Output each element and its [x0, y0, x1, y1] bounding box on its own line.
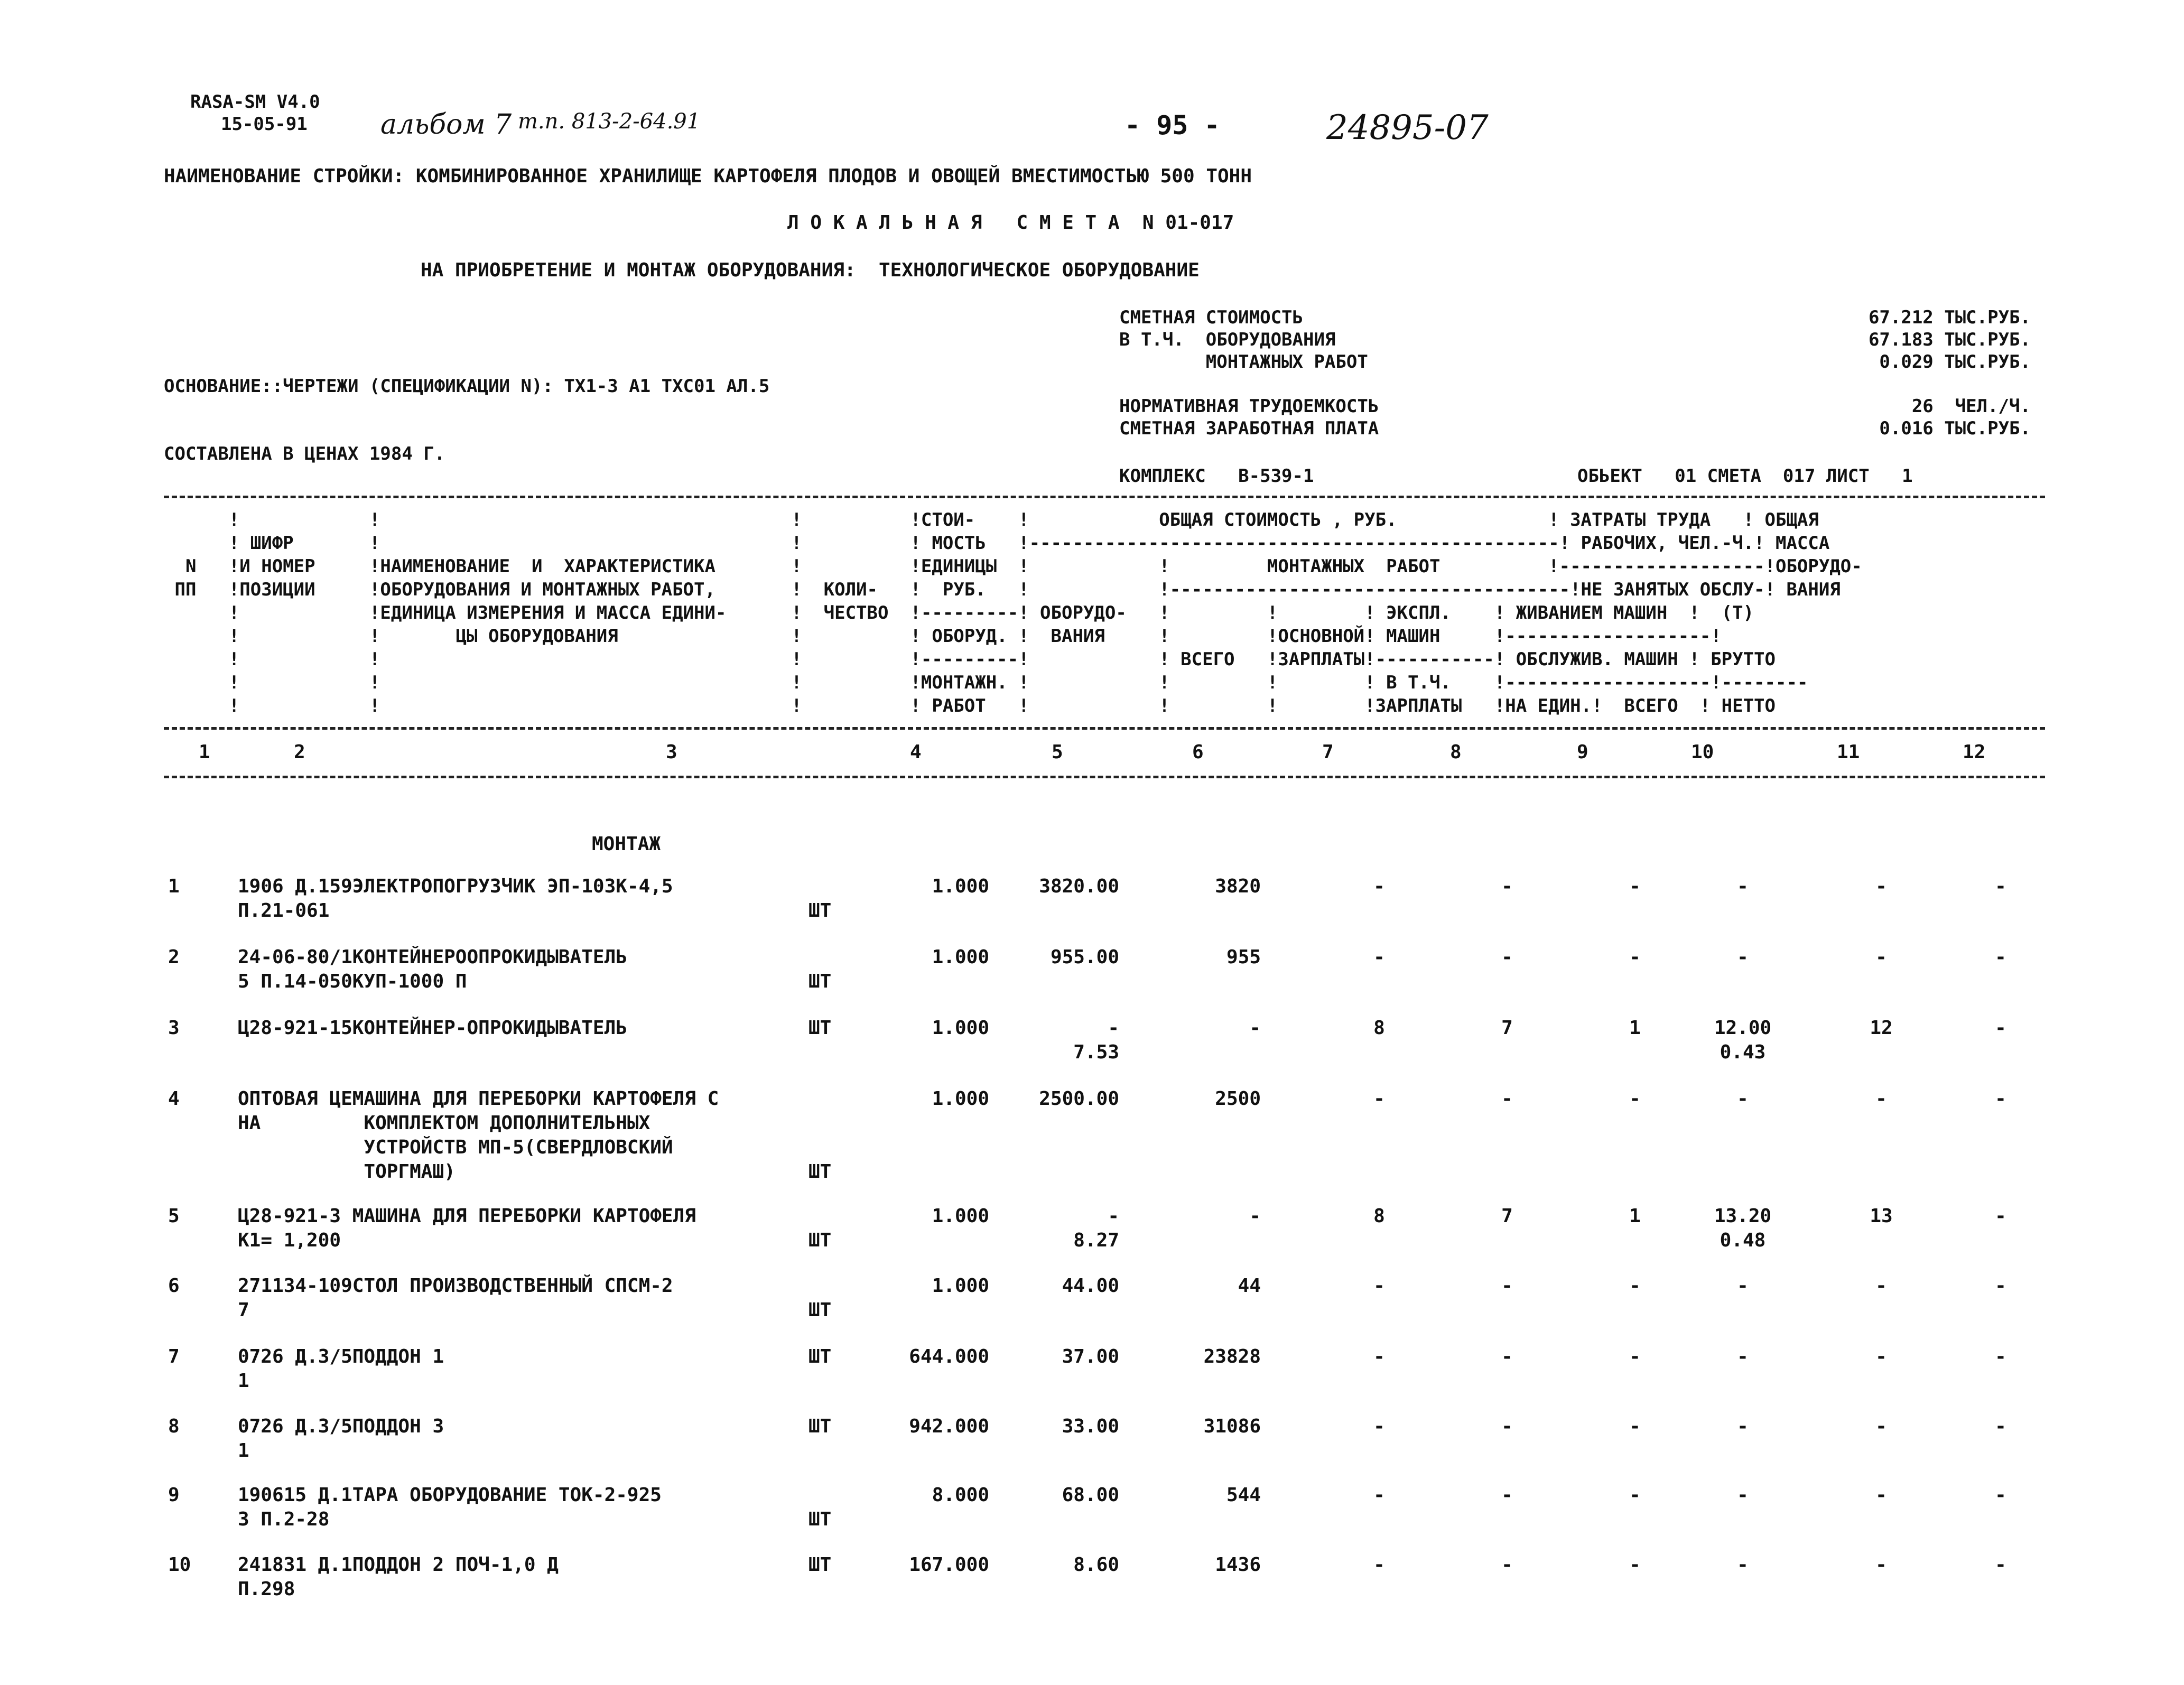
row-base-wages: 7: [1501, 1017, 1513, 1039]
row-equipment-cost: -: [1249, 1017, 1261, 1039]
row-installation-total: 8: [1373, 1205, 1385, 1227]
column-number: 2: [294, 741, 305, 763]
row-quantity: 942.000: [909, 1416, 989, 1437]
row-mass: -: [1995, 876, 2006, 897]
row-unit-price: 44.00: [1062, 1275, 1119, 1297]
row-labor-per-unit: -: [1737, 1554, 1749, 1576]
row-number: 5: [168, 1205, 180, 1227]
album-label: альбом 7: [380, 109, 512, 141]
table-header: [164, 508, 2045, 725]
row-name: 24-06-80/1КОНТЕЙНЕРООПРОКИДЫВАТЕЛЬ: [238, 946, 627, 968]
row-unit-price: 2500.00: [1039, 1088, 1119, 1110]
estimate-title: Л О К А Л Ь Н А Я С М Е Т А N 01-017: [787, 212, 1234, 234]
row-base-wages: -: [1501, 1346, 1513, 1367]
summary-value-labor: 26 ЧЕЛ./Ч.: [1911, 396, 2031, 417]
summary-value-cost: 67.212 ТЫС.РУБ.: [1868, 307, 2031, 328]
row-unit: ШТ: [808, 900, 832, 921]
project-title: НАИМЕНОВАНИЕ СТРОЙКИ: КОМБИНИРОВАННОЕ ХРАНИЛИЩЕ КАРТОФЕЛЯ ПЛОДОВ И ОВОЩЕЙ ВМЕСТИМОСТЬЮ 500 ТОНН: [164, 165, 1252, 187]
column-number: 3: [666, 741, 677, 763]
column-number: 12: [1963, 741, 1986, 763]
row-number: 9: [168, 1484, 180, 1506]
basis-line: ОСНОВАНИЕ::ЧЕРТЕЖИ (СПЕЦИФИКАЦИИ N): ТХ1-3 А1 ТХС01 АЛ.5: [164, 376, 770, 397]
row-number: 7: [168, 1346, 180, 1367]
row-name: 1906 Д.159ЭЛЕКТРОПОГРУЗЧИК ЭП-103К-4,5: [238, 876, 673, 897]
table-header-bottom-rule: [164, 727, 2045, 730]
row-number: 6: [168, 1275, 180, 1297]
row-mass: -: [1995, 1205, 2006, 1227]
column-number: 4: [910, 741, 922, 763]
row-equipment-cost: 544: [1226, 1484, 1261, 1506]
row-unit-price: 8.60: [1073, 1554, 1119, 1576]
row-installation-total: -: [1373, 1554, 1385, 1576]
row-unit-price: 3820.00: [1039, 876, 1119, 897]
row-mass: -: [1995, 1484, 2006, 1506]
table-header-line: ! ! ! !МОНТАЖН. ! ! ! ! В Т.Ч. !-------------------!--------: [164, 672, 1808, 693]
column-number: 10: [1691, 741, 1714, 763]
row-machine-operation: -: [1629, 1416, 1641, 1437]
row-labor-total: -: [1875, 1088, 1887, 1110]
table-header-line: ПП !ПОЗИЦИИ !ОБОРУДОВАНИЯ И МОНТАЖНЫХ РАБОТ, ! КОЛИ- ! РУБ. ! !-------------------------------------!НЕ ЗАНЯТЫХ ОБСЛУ-! ВАНИЯ: [164, 579, 1841, 600]
row-mass: -: [1995, 1017, 2006, 1039]
row-name-continued: К1= 1,200: [238, 1230, 341, 1251]
table-header-line: ! ! ЦЫ ОБОРУДОВАНИЯ ! ! ОБОРУД. ! ВАНИЯ ! !ОСНОВНОЙ! МАШИН !-------------------!: [164, 626, 1722, 647]
row-base-wages: -: [1501, 1088, 1513, 1110]
row-labor-machine-per-unit: 0.43: [1720, 1041, 1766, 1063]
row-machine-operation: -: [1629, 1484, 1641, 1506]
section-title: МОНТАЖ: [592, 833, 661, 855]
row-name: 271134-109СТОЛ ПРОИЗВОДСТВЕННЫЙ СПСМ-2: [238, 1275, 673, 1297]
row-machine-operation: -: [1629, 1275, 1641, 1297]
summary-value-installation: 0.029 ТЫС.РУБ.: [1879, 351, 2031, 373]
row-labor-per-unit: -: [1737, 876, 1749, 897]
row-unit: ШТ: [808, 1509, 832, 1530]
row-base-wages: 7: [1501, 1205, 1513, 1227]
row-unit-price: -: [1108, 1017, 1119, 1039]
row-number: 2: [168, 946, 180, 968]
row-base-wages: -: [1501, 1554, 1513, 1576]
summary-complex: КОМПЛЕКС В-539-1: [1119, 466, 1314, 487]
row-unit: ШТ: [808, 1346, 832, 1367]
row-unit-price-installation: 7.53: [1073, 1041, 1119, 1063]
row-mass: -: [1995, 1416, 2006, 1437]
row-unit: ШТ: [808, 1161, 832, 1183]
row-equipment-cost: 1436: [1215, 1554, 1261, 1576]
row-name-continued: П.21-061: [238, 900, 330, 921]
row-quantity: 1.000: [932, 1275, 989, 1297]
row-labor-per-unit: -: [1737, 1346, 1749, 1367]
row-equipment-cost: 955: [1226, 946, 1261, 968]
row-labor-total: -: [1875, 1416, 1887, 1437]
row-quantity: 1.000: [932, 1205, 989, 1227]
row-labor-total: -: [1875, 946, 1887, 968]
row-base-wages: -: [1501, 1275, 1513, 1297]
row-name: 0726 Д.3/5ПОДДОН 1: [238, 1346, 444, 1367]
row-name-continued: ТОРГМАШ): [238, 1161, 456, 1183]
row-number: 4: [168, 1088, 180, 1110]
row-machine-operation: -: [1629, 876, 1641, 897]
row-quantity: 1.000: [932, 1088, 989, 1110]
row-mass: -: [1995, 1554, 2006, 1576]
row-quantity: 8.000: [932, 1484, 989, 1506]
row-base-wages: -: [1501, 1416, 1513, 1437]
row-labor-per-unit: -: [1737, 946, 1749, 968]
row-mass: -: [1995, 946, 2006, 968]
row-base-wages: -: [1501, 946, 1513, 968]
row-name-continued: П.298: [238, 1578, 295, 1600]
column-numbers-rule: [164, 776, 2045, 778]
row-installation-total: -: [1373, 1484, 1385, 1506]
column-number: 5: [1052, 741, 1063, 763]
row-equipment-cost: 23828: [1203, 1346, 1261, 1367]
row-unit-price: 955.00: [1050, 946, 1119, 968]
summary-value-equipment: 67.183 ТЫС.РУБ.: [1868, 329, 2031, 350]
estimate-subtitle: НА ПРИОБРЕТЕНИЕ И МОНТАЖ ОБОРУДОВАНИЯ: ТЕХНОЛОГИЧЕСКОЕ ОБОРУДОВАНИЕ: [421, 259, 1200, 281]
row-quantity: 1.000: [932, 876, 989, 897]
row-mass: -: [1995, 1275, 2006, 1297]
summary-value-wages: 0.016 ТЫС.РУБ.: [1879, 418, 2031, 439]
row-machine-operation: -: [1629, 1088, 1641, 1110]
row-name: Ц28-921-15КОНТЕЙНЕР-ОПРОКИДЫВАТЕЛЬ: [238, 1017, 627, 1039]
table-header-line: ! ! ! !СТОИ- ! ОБЩАЯ СТОИМОСТЬ , РУБ. ! ЗАТРАТЫ ТРУДА ! ОБЩАЯ: [164, 509, 1819, 530]
row-installation-total: -: [1373, 946, 1385, 968]
column-number: 7: [1322, 741, 1334, 763]
row-labor-per-unit: -: [1737, 1088, 1749, 1110]
row-name: 0726 Д.3/5ПОДДОН 3: [238, 1416, 444, 1437]
row-installation-total: -: [1373, 1275, 1385, 1297]
row-labor-total: -: [1875, 1275, 1887, 1297]
summary-label-wages: СМЕТНАЯ ЗАРАБОТНАЯ ПЛАТА: [1119, 418, 1379, 439]
row-labor-total: -: [1875, 1484, 1887, 1506]
row-unit-price: 37.00: [1062, 1346, 1119, 1367]
row-labor-machine-per-unit: 0.48: [1720, 1230, 1766, 1251]
row-installation-total: -: [1373, 1416, 1385, 1437]
row-number: 10: [168, 1554, 191, 1576]
column-number: 11: [1837, 741, 1860, 763]
row-name-continued: 3 П.2-28: [238, 1509, 330, 1530]
row-number: 8: [168, 1416, 180, 1437]
column-number: 9: [1577, 741, 1588, 763]
row-name-continued: 7: [238, 1299, 249, 1321]
row-quantity: 1.000: [932, 1017, 989, 1039]
row-name-continued: 1: [238, 1440, 249, 1461]
row-quantity: 167.000: [909, 1554, 989, 1576]
row-labor-per-unit: 13.20: [1714, 1205, 1772, 1227]
row-name-continued: НА КОМПЛЕКТОМ ДОПОЛНИТЕЛЬНЫХ: [238, 1112, 650, 1134]
page-number: - 95 -: [1124, 110, 1220, 141]
row-unit-price: 68.00: [1062, 1484, 1119, 1506]
row-equipment-cost: 2500: [1215, 1088, 1261, 1110]
summary-object: ОБЬЕКТ 01 СМЕТА 017 ЛИСТ 1: [1577, 466, 1913, 487]
row-unit-price: 33.00: [1062, 1416, 1119, 1437]
row-number: 3: [168, 1017, 180, 1039]
row-equipment-cost: 31086: [1203, 1416, 1261, 1437]
column-number: 1: [199, 741, 210, 763]
row-unit-price: -: [1108, 1205, 1119, 1227]
row-unit: ШТ: [808, 1554, 832, 1576]
print-date: 15-05-91: [221, 114, 308, 135]
row-installation-total: -: [1373, 1346, 1385, 1367]
summary-label-cost: СМЕТНАЯ СТОИМОСТЬ: [1119, 307, 1303, 328]
row-equipment-cost: 3820: [1215, 876, 1261, 897]
row-machine-operation: -: [1629, 1554, 1641, 1576]
row-mass: -: [1995, 1346, 2006, 1367]
row-installation-total: 8: [1373, 1017, 1385, 1039]
row-unit: ШТ: [808, 1416, 832, 1437]
table-header-line: N !И НОМЕР !НАИМЕНОВАНИЕ И ХАРАКТЕРИСТИКА ! !ЕДИНИЦЫ ! ! МОНТАЖНЫХ РАБОТ !-------------------!ОБОРУДО-: [164, 556, 1862, 577]
row-machine-operation: -: [1629, 1346, 1641, 1367]
document-number: 24895-07: [1326, 108, 1489, 147]
table-top-rule: [164, 496, 2045, 498]
row-machine-operation: 1: [1629, 1017, 1641, 1039]
row-quantity: 1.000: [932, 946, 989, 968]
row-name: Ц28-921-3 МАШИНА ДЛЯ ПЕРЕБОРКИ КАРТОФЕЛЯ: [238, 1205, 696, 1227]
row-unit: ШТ: [808, 971, 832, 992]
software-version: RASA-SM V4.0: [190, 91, 320, 113]
row-mass: -: [1995, 1088, 2006, 1110]
row-unit-price-installation: 8.27: [1073, 1230, 1119, 1251]
table-header-line: ! ШИФР ! ! ! МОСТЬ !-------------------------------------------------! РАБОЧИХ, ЧЕЛ.-Ч.! МАССА: [164, 533, 1830, 554]
album-code: т.п. 813-2-64.91: [518, 109, 701, 134]
table-header-line: ! !ЕДИНИЦА ИЗМЕРЕНИЯ И МАССА ЕДИНИ- ! ЧЕСТВО !---------! ОБОРУДО- ! ! ! ЭКСПЛ. ! ЖИВАНИЕМ МАШИН ! (Т): [164, 602, 1754, 623]
row-labor-per-unit: -: [1737, 1484, 1749, 1506]
column-number: 6: [1192, 741, 1204, 763]
row-name-continued: УСТРОЙСТВ МП-5(СВЕРДЛОВСКИЙ: [238, 1137, 673, 1158]
row-number: 1: [168, 876, 180, 897]
row-unit: ШТ: [808, 1017, 832, 1039]
prices-line: СОСТАВЛЕНА В ЦЕНАХ 1984 Г.: [164, 443, 445, 464]
row-labor-total: 13: [1870, 1205, 1893, 1227]
row-machine-operation: -: [1629, 946, 1641, 968]
row-name: ОПТОВАЯ ЦЕМАШИНА ДЛЯ ПЕРЕБОРКИ КАРТОФЕЛЯ С: [238, 1088, 719, 1110]
summary-label-installation: МОНТАЖНЫХ РАБОТ: [1119, 351, 1368, 373]
row-unit: ШТ: [808, 1299, 832, 1321]
row-name: 190615 Д.1ТАРА ОБОРУДОВАНИЕ ТОК-2-925: [238, 1484, 662, 1506]
row-labor-total: 12: [1870, 1017, 1893, 1039]
row-base-wages: -: [1501, 876, 1513, 897]
row-machine-operation: 1: [1629, 1205, 1641, 1227]
row-installation-total: -: [1373, 876, 1385, 897]
row-labor-total: -: [1875, 1346, 1887, 1367]
table-header-line: ! ! ! ! РАБОТ ! ! ! !ЗАРПЛАТЫ !НА ЕДИН.! ВСЕГО ! НЕТТО: [164, 695, 1776, 716]
row-base-wages: -: [1501, 1484, 1513, 1506]
row-labor-per-unit: -: [1737, 1275, 1749, 1297]
row-name-continued: 1: [238, 1370, 249, 1392]
row-installation-total: -: [1373, 1088, 1385, 1110]
summary-label-labor: НОРМАТИВНАЯ ТРУДОЕМКОСТЬ: [1119, 396, 1379, 417]
row-equipment-cost: -: [1249, 1205, 1261, 1227]
row-quantity: 644.000: [909, 1346, 989, 1367]
row-labor-per-unit: -: [1737, 1416, 1749, 1437]
row-unit: ШТ: [808, 1230, 832, 1251]
row-labor-total: -: [1875, 876, 1887, 897]
row-labor-total: -: [1875, 1554, 1887, 1576]
row-equipment-cost: 44: [1238, 1275, 1261, 1297]
row-name-continued: 5 П.14-050КУП-1000 П: [238, 971, 467, 992]
row-name: 241831 Д.1ПОДДОН 2 ПОЧ-1,0 Д: [238, 1554, 559, 1576]
summary-label-equipment: В Т.Ч. ОБОРУДОВАНИЯ: [1119, 329, 1336, 350]
table-header-line: ! ! ! !---------! ! ВСЕГО !ЗАРПЛАТЫ!-----------! ОБСЛУЖИВ. МАШИН ! БРУТТО: [164, 649, 1776, 670]
row-labor-per-unit: 12.00: [1714, 1017, 1772, 1039]
column-number: 8: [1450, 741, 1462, 763]
